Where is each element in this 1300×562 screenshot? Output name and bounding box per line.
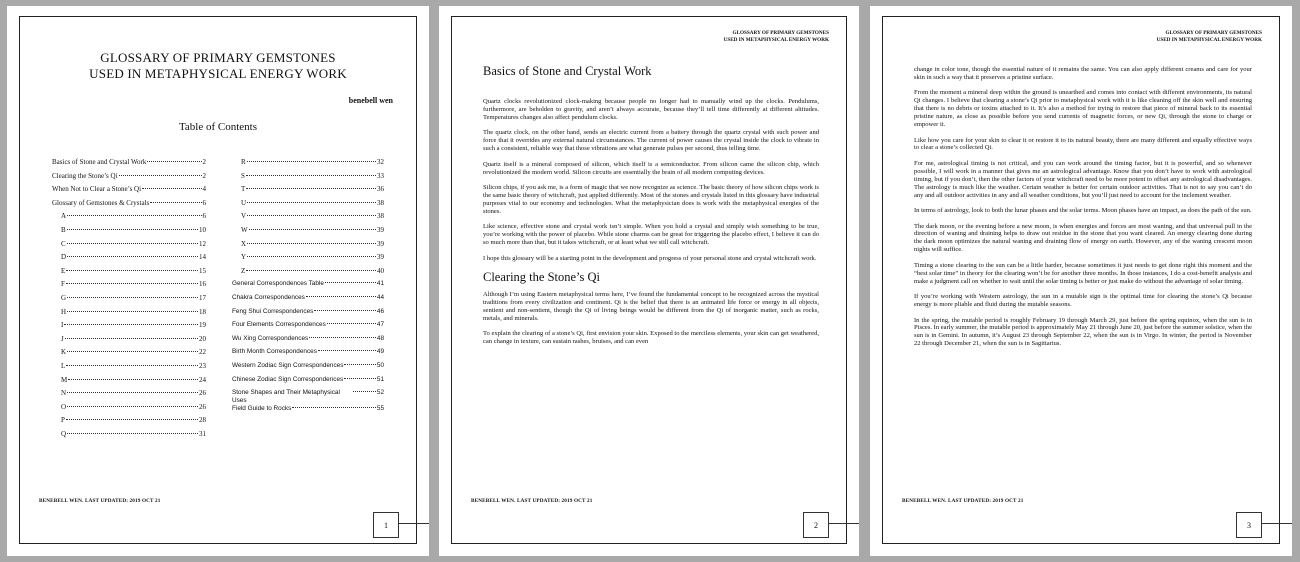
toc-entry-page: 19 (199, 321, 206, 330)
title-line-1: GLOSSARY OF PRIMARY GEMSTONES (100, 50, 336, 65)
section-heading: Basics of Stone and Crystal Work (483, 64, 652, 78)
toc-entry-page: 10 (199, 225, 206, 234)
toc-entry[interactable] (232, 321, 384, 335)
toc-leader-dots (66, 270, 198, 271)
toc-entry-label: When Not to Clear a Stone’s Qi (52, 185, 142, 194)
toc-entry[interactable] (52, 212, 206, 226)
paragraph: The dark moon, or the evening before a new moon, is when energies and forces are most waning, and that universal pull in the direction of waning and draining helps to draw out residue in the stone that you want cleared. An energy clearing done during the dark moon optimizes the natural waning and draining flow of energy on earth. However, any of the waning crescent moon nights will suffice. (914, 222, 1252, 254)
toc-entry[interactable] (52, 335, 206, 349)
toc-leader-dots (66, 365, 198, 366)
toc-entry[interactable] (52, 185, 206, 199)
toc-entry-label: U (241, 198, 247, 207)
toc-leader-dots (67, 243, 198, 244)
paragraph: Silicon chips, if you ask me, is a form of magic that we now recognize as science. The basic theory of how silicon chips work is the same basic theory of witchcraft, just applied differently. Most of the stones and crystals listed in this glossary have industrial purposes vital to our economy and technologies. What the metaphysician does is work with the metaphysical energies of the stones. (483, 184, 819, 215)
toc-entry[interactable] (232, 185, 384, 199)
document-page-3 (870, 6, 1292, 556)
toc-entry-label: S (241, 171, 245, 180)
toc-entry-page: 31 (199, 429, 206, 438)
toc-leader-dots (246, 175, 376, 176)
toc-entry-page: 38 (377, 198, 384, 207)
toc-leader-dots (67, 351, 198, 352)
page-number: 1 (373, 512, 399, 538)
toc-entry[interactable] (52, 158, 206, 172)
section-paragraphs (483, 291, 819, 346)
page-footer: BENEBELL WEN. LAST UPDATED: 2019 OCT 21 (902, 498, 1024, 504)
toc-leader-dots (247, 161, 376, 162)
toc-leader-dots (67, 229, 198, 230)
toc-entry-page: 2 (202, 158, 206, 166)
toc-entry-label: D (61, 253, 67, 262)
toc-leader-dots (246, 188, 376, 189)
toc-entry-label: Clearing the Stone’s Qi (52, 171, 118, 180)
toc-entry-page: 4 (202, 185, 206, 194)
toc-entry[interactable] (232, 226, 384, 240)
paragraph: For me, astrological timing is not critical, and you can work around the timing factor, but it is powerful, and so whenever possible, I will work in a manner that gives me an astrological advantage. Know that you don’t have to work with astrological timing, but if you don’t, then the other factors of your witchcraft need to be more potent to offset any astrological disadvantages. The astrology is much like the weather. Certain weather is better for certain outdoor activities. That is not to say you can’t do any and all outdoor activities in any and all weather conditions, but you’ll just need to account for the inclement weather. (914, 159, 1252, 199)
toc-entry-label: H (61, 307, 67, 316)
document-page-2 (439, 6, 859, 556)
toc-leader-dots (67, 256, 198, 257)
toc-entry-label: Feng Shui Correspondences (232, 307, 314, 315)
toc-leader-dots (246, 270, 376, 271)
toc-leader-dots (66, 419, 198, 420)
toc-entry-page: 22 (199, 348, 206, 357)
toc-entry-page: 55 (376, 405, 384, 413)
toc-leader-dots (344, 364, 375, 365)
toc-entry-label: Western Zodiac Sign Correspondences (232, 361, 344, 369)
toc-leader-dots (344, 378, 376, 379)
header-line-1: GLOSSARY OF PRIMARY GEMSTONES (732, 30, 829, 36)
toc-entry-label: Chinese Zodiac Sign Correspondences (232, 375, 344, 383)
toc-entry-page: 46 (376, 307, 384, 315)
toc-entry-page: 23 (199, 361, 206, 370)
toc-entry-page: 39 (377, 253, 384, 262)
toc-entry[interactable] (52, 172, 206, 186)
toc-entry-label: Y (241, 253, 247, 262)
toc-entry[interactable] (232, 280, 384, 294)
toc-entry-page: 26 (199, 389, 206, 398)
toc-leader-dots (67, 392, 198, 393)
toc-entry[interactable] (52, 430, 206, 444)
document-title (27, 50, 409, 82)
toc-entry-label: T (241, 185, 246, 194)
toc-entry-label: Field Guide to Rocks (232, 405, 292, 413)
toc-entry-page: 49 (376, 348, 384, 356)
toc-leader-dots (68, 379, 198, 380)
toc-leader-dots (247, 202, 376, 203)
toc-entry-page: 51 (376, 375, 384, 383)
header-line-2: USED IN METAPHYSICAL ENERGY WORK (1156, 37, 1262, 43)
toc-leader-dots (67, 297, 198, 298)
toc-entry-label: C (61, 239, 66, 248)
toc-entry-label: O (61, 402, 67, 411)
page-body (483, 64, 819, 354)
running-header (1157, 30, 1262, 44)
toc-entry[interactable] (52, 294, 206, 308)
toc-entry-page: 52 (376, 389, 384, 397)
toc-leader-dots (67, 215, 201, 216)
toc-leader-dots (65, 338, 198, 339)
toc-leader-dots (67, 311, 198, 312)
toc-entry-page: 6 (202, 212, 206, 221)
page-number: 3 (1236, 512, 1262, 538)
paragraph: From the moment a mineral deep within the ground is unearthed and comes into contact with different environments, its natural Qi changes. I believe that clearing a stone’s Qi prior to metaphysical work with it is like cleaning off the skin well and ensuring that there is no debris or toxins attached to it. It’s also a method for trying to restore that piece of mineral back to its essential pristine nature, as close as possible before you send currents of magnetic forces, or new Qi, through the stone to charge or empower it. (914, 89, 1252, 129)
toc-entry-label: Q (61, 429, 67, 438)
paragraph: Quartz clocks revolutionized clock-making because people no longer had to manually wind up the clocks. Pendulums, furthermore, are beholden to gravity, and aren’t always accurate, because they’ll tell time differently at different altitudes. Temperatures changes also affect pendulum clocks. (483, 98, 819, 121)
toc-entry[interactable] (52, 403, 206, 417)
toc-heading: Table of Contents (178, 121, 258, 133)
toc-entry[interactable] (52, 308, 206, 322)
toc-entry[interactable] (232, 294, 384, 308)
toc-entry[interactable] (232, 158, 384, 172)
toc-entry-page: 14 (199, 253, 206, 262)
toc-entry[interactable] (52, 253, 206, 267)
toc-entry[interactable] (52, 280, 206, 294)
toc-entry-label: Basics of Stone and Crystal Work (52, 158, 147, 166)
toc-entry[interactable] (52, 226, 206, 240)
toc-entry-label: B (61, 225, 66, 234)
toc-leader-dots (353, 391, 376, 392)
toc-entry[interactable] (232, 308, 384, 322)
toc-entry-page: 33 (377, 171, 384, 180)
toc-entry-page: 2 (202, 171, 206, 180)
title-line-2: USED IN METAPHYSICAL ENERGY WORK (89, 66, 347, 81)
toc-entry[interactable] (52, 376, 206, 390)
paragraph: In the spring, the mutable period is roughly February 19 through March 29, just before the spring equinox, when the sun is in Pisces. In early summer, the mutable period is approximately May 21 through June 20, just before the summer solstice, when the sun is in Gemini. In autumn, it’s August 23 through September 22, when the sun is in Virgo. In winter, the period is November 22 through December 21, when the sun is in Sagittarius. (914, 316, 1252, 348)
toc-entry-page: 15 (199, 266, 206, 275)
toc-entry[interactable] (232, 253, 384, 267)
toc-entry-label: X (241, 239, 247, 248)
toc-leader-dots (142, 188, 201, 189)
paragraph: Quartz itself is a mineral composed of silicon, which itself is a semiconductor. From silicon came the silicon chip, which revolutionized the modern world. Silicon circuits are essentially the brain of all modern computing devices. (483, 160, 819, 176)
toc-entry-page: 50 (376, 361, 384, 369)
toc-entry[interactable] (52, 348, 206, 362)
toc-leader-dots (147, 161, 201, 162)
toc-entry[interactable] (52, 389, 206, 403)
toc-leader-dots (150, 202, 201, 203)
toc-entry-label: F (61, 280, 65, 289)
toc-entry-label: Birth Month Correspondences (232, 348, 317, 356)
paragraph: I hope this glossary will be a starting point in the development and progress of your personal stone and crystal witchcraft work. (483, 254, 817, 262)
header-line-1: GLOSSARY OF PRIMARY GEMSTONES (1165, 30, 1262, 36)
toc-entry[interactable] (52, 240, 206, 254)
toc-entry-label: N (61, 389, 67, 398)
toc-entry-page: 36 (377, 185, 384, 194)
toc-entry[interactable] (232, 335, 384, 349)
toc-entry-label: W (241, 225, 248, 234)
toc-entry[interactable] (232, 405, 384, 419)
toc-entry-page: 6 (202, 198, 206, 207)
toc-entry-page: 39 (377, 239, 384, 248)
toc-leader-dots (247, 243, 376, 244)
toc-entry-page: 28 (199, 416, 206, 425)
toc-entry[interactable] (52, 321, 206, 335)
paragraph: To explain the clearing of a stone’s Qi, first envision your skin. Exposed to the merciless elements, your skin can get weathered, can change in texture, can sustain rashes, bruises, and can even (483, 330, 819, 346)
toc-entry-label: Stone Shapes and Their Metaphysical Uses (232, 389, 340, 405)
toc-leader-dots (314, 310, 376, 311)
toc-entry-page: 48 (376, 334, 384, 342)
section-heading: Clearing the Stone’s Qi (483, 270, 600, 285)
toc-left-column (52, 158, 206, 443)
toc-entry-page: 24 (199, 375, 206, 384)
page-number-rule (828, 523, 859, 524)
toc-leader-dots (67, 406, 198, 407)
page-number-rule (398, 523, 429, 524)
toc-leader-dots (247, 256, 376, 257)
author-name: benebell wen (348, 96, 393, 105)
toc-entry[interactable] (232, 267, 384, 281)
toc-entry-label: V (241, 212, 247, 221)
toc-entry-label: R (241, 158, 246, 166)
toc-leader-dots (66, 283, 198, 284)
toc-leader-dots (306, 296, 376, 297)
toc-entry[interactable] (232, 212, 384, 226)
running-header (724, 30, 829, 44)
toc-leader-dots (247, 215, 376, 216)
toc-entry[interactable] (232, 199, 384, 213)
toc-entry-page: 40 (377, 266, 384, 275)
toc-entry-label: General Correspondences Table (232, 280, 324, 288)
toc-leader-dots (327, 323, 376, 324)
toc-entry-label: Glossary of Gemstones & Crystals (52, 198, 150, 207)
paragraph: change in color tone, though the essential nature of it remains the same. You can also apply different creams and care for your skin in such a way that it preserves a pristine surface. (914, 66, 1252, 81)
toc-entry-label: K (61, 348, 67, 357)
toc-leader-dots (119, 175, 202, 176)
toc-entry[interactable] (232, 348, 384, 362)
page-number-rule (1261, 523, 1292, 524)
toc-entry-page: 18 (199, 307, 206, 316)
toc-entry[interactable] (52, 267, 206, 281)
toc-leader-dots (318, 350, 376, 351)
toc-leader-dots (292, 407, 376, 408)
paragraph: Timing a stone clearing to the sun can be a little harder, because sometimes it just needs to get done right this moment and the “best solar time” in theory for the clearing won’t be for another three months. In those instances, I do a cost-benefit analysis and make a judgment call on whether to wait until the solar timing is better or just make do without the advantage of solar timing. (914, 261, 1252, 285)
paragraph: Like how you care for your skin to clear it or restore it to its natural beauty, there are many different and equally effective ways to clear a stone’s collected Qi. (914, 136, 1252, 152)
toc-entry-label: G (61, 293, 67, 302)
paragraph: Although I’m using Eastern metaphysical terms here, I’ve found the fundamental concept to be recognized across the mystical traditions from every civilization and continent. Qi is the belief that there is an animated life force or energy in all objects, sentient and non-sentient, though the Qi of living beings would be different from the Qi of inorganic matter, such as rocks, metals, and minerals. (483, 291, 819, 322)
toc-entry-page: 32 (377, 158, 384, 166)
toc-leader-dots (249, 229, 376, 230)
toc-right-column (232, 158, 384, 419)
page-footer: BENEBELL WEN. LAST UPDATED: 2019 OCT 21 (471, 498, 593, 504)
section-paragraphs (483, 98, 819, 262)
toc-entry[interactable] (52, 199, 206, 213)
toc-leader-dots (64, 324, 198, 325)
toc-entry-page: 47 (376, 321, 384, 329)
header-line-2: USED IN METAPHYSICAL ENERGY WORK (723, 37, 829, 43)
toc-entry-label: L (61, 361, 66, 370)
paragraph: In terms of astrology, look to both the lunar phases and the solar terms. Moon phases have an impact, as does the path of the sun. (914, 207, 1252, 215)
toc-entry[interactable] (232, 172, 384, 186)
toc-entry-label: Chakra Correspondences (232, 293, 305, 301)
toc-entry-label: M (61, 375, 68, 384)
toc-leader-dots (67, 433, 198, 434)
toc-entry-label: J (61, 334, 64, 343)
toc-entry[interactable] (52, 416, 206, 430)
toc-entry[interactable] (232, 376, 384, 390)
document-page-1 (7, 6, 429, 556)
page-footer: BENEBELL WEN. LAST UPDATED: 2019 OCT 21 (39, 498, 161, 504)
toc-entry-page: 38 (377, 212, 384, 221)
toc-entry-label: E (61, 266, 66, 275)
toc-entry-page: 41 (376, 280, 384, 288)
toc-entry[interactable] (232, 389, 384, 405)
toc-entry-label: Wu Xing Correspondences (232, 334, 309, 342)
toc-entry-label: A (61, 212, 67, 221)
toc-entry-label: P (61, 416, 65, 425)
paragraph: If you’re working with Western astrology, the sun in a mutable sign is the optimal time for clearing the stone’s Qi because energy is more pliable and fluid during the mutable seasons. (914, 293, 1252, 308)
toc-entry-label: I (61, 321, 64, 330)
toc-entry-page: 17 (199, 293, 206, 302)
page-body (914, 66, 1252, 356)
paragraph: The quartz clock, on the other hand, sends an electric current from a battery through the quartz crystal with such power and force that it overrides any external natural circumstances. The current of power causes the crystal inside the clock to vibrate in such a consistent, reliable way that those vibrations are what generate pulses per second, thus telling time. (483, 129, 819, 153)
toc-entry-label: Four Elements Correspondences (232, 321, 326, 329)
toc-leader-dots (325, 282, 376, 283)
toc-entry-page: 26 (199, 402, 206, 411)
toc-entry-page: 39 (377, 225, 384, 234)
page-number: 2 (803, 512, 829, 538)
toc-entry-page: 16 (199, 280, 206, 289)
toc-entry-page: 12 (199, 239, 206, 248)
toc-entry[interactable] (52, 362, 206, 376)
toc-entry[interactable] (232, 240, 384, 254)
paragraph: Like science, effective stone and crystal work isn’t simple. When you hold a crystal and simply wish something to be true, you’re working with the power of placebo. While stone charms can be great for triggering the placebo effect, I believe it can do so much more than that, but it takes witchcraft, or at least what we still call witchcraft. (483, 223, 819, 247)
toc-leader-dots (309, 337, 376, 338)
toc-entry-label: Z (241, 266, 246, 275)
toc-entry-page: 20 (199, 334, 206, 343)
toc-entry[interactable] (232, 362, 384, 376)
toc-entry-page: 44 (376, 293, 384, 301)
